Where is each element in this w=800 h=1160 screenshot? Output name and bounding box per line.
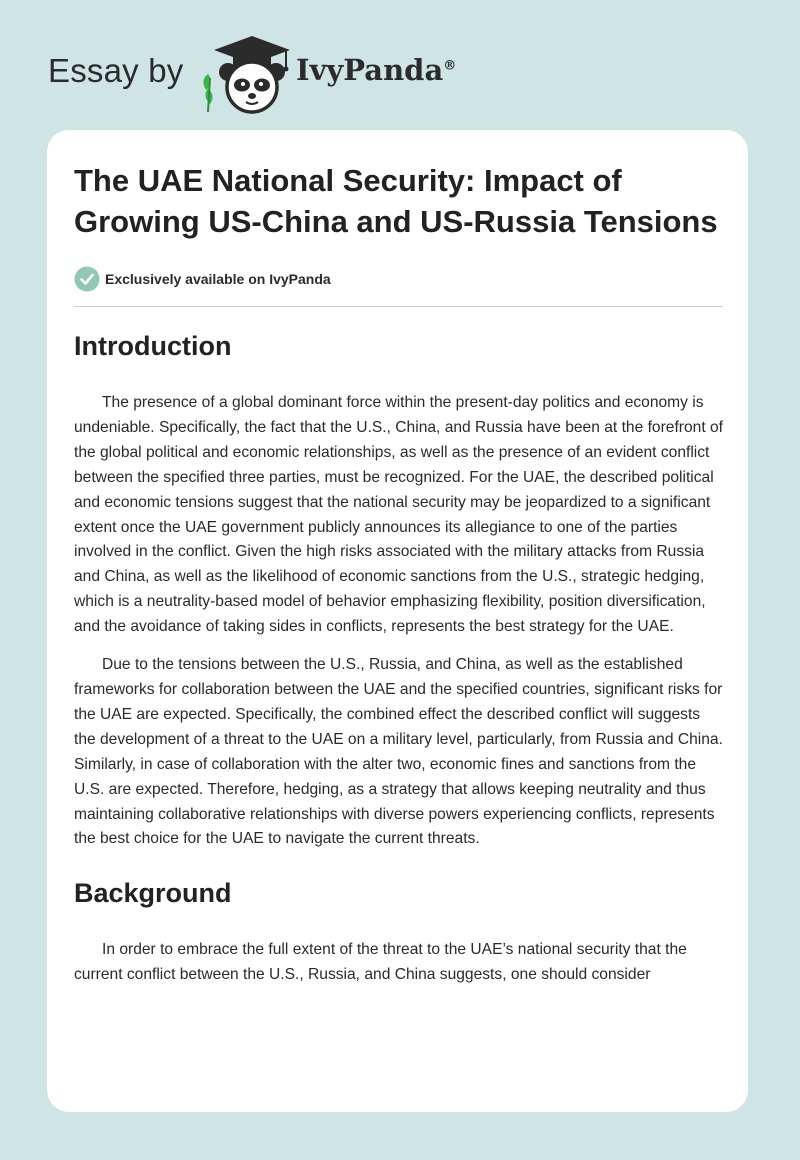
introduction-paragraph-2: Due to the tensions between the U.S., Russia, and China, as well as the established frameworks for collaboration between the UAE and the specified countries, significant risks for the UAE are expected. Specifically, the combined effect the described conflict will suggests the development of a threat to the UAE on a military level, particularly, from Russia and China. Similarly, in case of collaboration with the alter two, economic fines and sanctions from the U.S. are expected. Therefore, hedging, as a strategy that allows keeping neutrality and thus maintaining collaborative relationships with diverse powers experiencing conflicts, represents the best choice for the UAE to navigate the current threats. (74, 656, 723, 848)
brand-name[interactable]: IvyPanda® (296, 53, 457, 87)
essay-by-label: Essay by (48, 52, 184, 89)
essay-title: The UAE National Security: Impact of Growing US-China and US-Russia Tensions (74, 163, 718, 239)
section-heading-background: Background (74, 878, 232, 909)
registered-mark: ® (443, 58, 457, 74)
background-paragraph-1: In order to embrace the full extent of the threat to the UAE’s national security that the current conflict between the U.S., Russia, and China suggests, one should consider (74, 941, 687, 984)
essay-content (74, 160, 724, 988)
section-heading-introduction: Introduction (74, 331, 232, 361)
essay-card (47, 130, 748, 1112)
introduction-paragraph-1: The presence of a global dominant force within the present-day politics and economy is undeniable. Specifically, the fact that the U.S., China, and Russia have been at the forefront of the global political and economic relationships, as well as the presence of an evident conflict between the specified three parties, must be recognized. For the UAE, the described political and economic tensions suggest that the national security may be jeopardized to a significant extent once the UAE government publicly announces its allegiance to one of the parties involved in the conflict. Given the high risks associated with the military attacks from Russia and China, as well as the likelihood of economic sanctions from the U.S., strategic hedging, which is a neutrality-based model of behavior emphasizing flexibility, position diversification, and the avoidance of taking sides in conflicts, represents the best strategy for the UAE. (74, 394, 723, 636)
title-divider (74, 306, 723, 307)
panda-graduate-logo-icon[interactable] (200, 34, 292, 114)
exclusive-badge-text: Exclusively available on IvyPanda (105, 271, 331, 287)
check-circle-icon (74, 266, 100, 292)
site-header (48, 34, 488, 114)
exclusive-badge (74, 266, 724, 292)
